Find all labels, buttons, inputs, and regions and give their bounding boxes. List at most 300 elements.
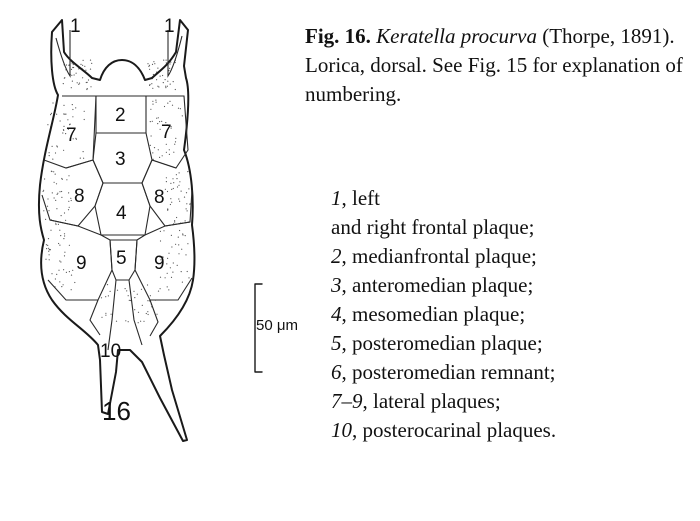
stipple-dot bbox=[172, 105, 173, 106]
stipple-dot bbox=[156, 118, 157, 119]
stipple-dot bbox=[65, 220, 66, 221]
stipple-shading bbox=[43, 60, 192, 324]
stipple-dot bbox=[164, 106, 165, 107]
stipple-dot bbox=[70, 198, 71, 199]
stipple-dot bbox=[160, 277, 161, 278]
stipple-dot bbox=[179, 181, 180, 182]
plaque-label-5: 5 bbox=[116, 248, 127, 269]
stipple-dot bbox=[182, 282, 183, 283]
stipple-dot bbox=[159, 157, 160, 158]
stipple-dot bbox=[153, 61, 154, 62]
stipple-dot bbox=[178, 237, 179, 238]
stipple-dot bbox=[56, 114, 57, 115]
stipple-dot bbox=[105, 296, 106, 297]
stipple-dot bbox=[47, 124, 48, 125]
stipple-dot bbox=[52, 192, 53, 193]
stipple-dot bbox=[50, 114, 51, 115]
plaque-label-9-left: 9 bbox=[76, 253, 87, 274]
stipple-dot bbox=[166, 60, 167, 61]
legend-number: 10 bbox=[331, 418, 352, 442]
plaque-label-1-left: 1 bbox=[70, 16, 81, 37]
stipple-dot bbox=[84, 111, 85, 112]
legend-item bbox=[331, 242, 691, 271]
stipple-dot bbox=[117, 290, 118, 291]
stipple-dot bbox=[173, 182, 174, 183]
stipple-dot bbox=[178, 198, 179, 199]
stipple-dot bbox=[44, 178, 45, 179]
stipple-dot bbox=[90, 60, 91, 61]
legend-text: , posteromedian plaque; bbox=[341, 331, 543, 355]
caption-text: (Thorpe, 1891). Lorica, dorsal. See Fig. 15 for explanation of numbering. bbox=[305, 24, 683, 106]
stipple-dot bbox=[68, 209, 69, 210]
stipple-dot bbox=[168, 289, 169, 290]
stipple-dot bbox=[169, 63, 170, 64]
legend-text: , posteromedian remnant; bbox=[341, 360, 556, 384]
stipple-dot bbox=[171, 202, 172, 203]
stipple-dot bbox=[182, 115, 183, 116]
stipple-dot bbox=[166, 181, 167, 182]
stipple-dot bbox=[166, 177, 167, 178]
stipple-dot bbox=[64, 78, 65, 79]
stipple-dot bbox=[179, 172, 180, 173]
stipple-dot bbox=[172, 178, 173, 179]
stipple-dot bbox=[147, 63, 148, 64]
stipple-dot bbox=[147, 311, 148, 312]
stipple-dot bbox=[170, 204, 171, 205]
stipple-dot bbox=[169, 154, 170, 155]
stipple-dot bbox=[171, 189, 172, 190]
stipple-dot bbox=[53, 171, 54, 172]
plaque-label-7-left: 7 bbox=[66, 125, 77, 146]
stipple-dot bbox=[71, 289, 72, 290]
stipple-dot bbox=[157, 68, 158, 69]
stipple-dot bbox=[48, 210, 49, 211]
stipple-dot bbox=[125, 320, 126, 321]
stipple-dot bbox=[88, 79, 89, 80]
plaque-label-2: 2 bbox=[115, 105, 126, 126]
stipple-dot bbox=[58, 224, 59, 225]
stipple-dot bbox=[178, 253, 179, 254]
stipple-dot bbox=[167, 258, 168, 259]
stipple-dot bbox=[43, 190, 44, 191]
stipple-dot bbox=[151, 135, 152, 136]
stipple-dot bbox=[134, 297, 135, 298]
stipple-dot bbox=[138, 312, 139, 313]
stipple-dot bbox=[63, 284, 64, 285]
legend-text: , left bbox=[341, 186, 380, 210]
stipple-dot bbox=[149, 84, 150, 85]
stipple-dot bbox=[152, 152, 153, 153]
stipple-dot bbox=[59, 191, 60, 192]
stipple-dot bbox=[82, 77, 83, 78]
stipple-dot bbox=[174, 144, 175, 145]
stipple-dot bbox=[66, 179, 67, 180]
scale-label: 50 μm bbox=[256, 317, 298, 334]
stipple-dot bbox=[101, 297, 102, 298]
stipple-dot bbox=[61, 215, 62, 216]
stipple-dot bbox=[172, 272, 173, 273]
legend-number: 4 bbox=[331, 302, 342, 326]
stipple-dot bbox=[140, 321, 141, 322]
stipple-dot bbox=[179, 230, 180, 231]
stipple-dot bbox=[80, 158, 81, 159]
stipple-dot bbox=[156, 314, 157, 315]
stipple-dot bbox=[82, 65, 83, 66]
plaque-label-7-right: 7 bbox=[161, 122, 172, 143]
stipple-dot bbox=[155, 100, 156, 101]
stipple-dot bbox=[57, 193, 58, 194]
stipple-dot bbox=[167, 86, 168, 87]
stipple-dot bbox=[90, 69, 91, 70]
stipple-dot bbox=[150, 121, 151, 122]
stipple-dot bbox=[63, 238, 64, 239]
stipple-dot bbox=[168, 253, 169, 254]
stipple-dot bbox=[83, 151, 84, 152]
stipple-dot bbox=[178, 185, 179, 186]
stipple-dot bbox=[59, 230, 60, 231]
stipple-dot bbox=[187, 210, 188, 211]
stipple-dot bbox=[156, 102, 157, 103]
stipple-dot bbox=[176, 174, 177, 175]
stipple-dot bbox=[133, 291, 134, 292]
legend-number: 2 bbox=[331, 244, 342, 268]
stipple-dot bbox=[63, 269, 64, 270]
legend-number: 3 bbox=[331, 273, 342, 297]
stipple-dot bbox=[125, 288, 126, 289]
stipple-dot bbox=[171, 235, 172, 236]
stipple-dot bbox=[91, 63, 92, 64]
plaque-8-left bbox=[42, 160, 103, 226]
stipple-dot bbox=[58, 270, 59, 271]
legend-text: and right frontal plaque; bbox=[331, 215, 535, 239]
stipple-dot bbox=[48, 238, 49, 239]
lorica-outline bbox=[39, 20, 195, 441]
stipple-dot bbox=[54, 182, 55, 183]
stipple-dot bbox=[60, 261, 61, 262]
stipple-dot bbox=[55, 278, 56, 279]
stipple-dot bbox=[63, 105, 64, 106]
stipple-dot bbox=[83, 158, 84, 159]
stipple-dot bbox=[50, 230, 51, 231]
stipple-dot bbox=[150, 109, 151, 110]
stipple-dot bbox=[166, 144, 167, 145]
stipple-dot bbox=[166, 263, 167, 264]
stipple-dot bbox=[48, 248, 49, 249]
stipple-dot bbox=[64, 212, 65, 213]
stipple-dot bbox=[87, 88, 88, 89]
figure-number: 16 bbox=[102, 396, 131, 426]
stipple-dot bbox=[56, 145, 57, 146]
legend-item bbox=[331, 184, 691, 213]
stipple-dot bbox=[74, 74, 75, 75]
stipple-dot bbox=[163, 60, 164, 61]
stipple-dot bbox=[167, 286, 168, 287]
stipple-dot bbox=[177, 265, 178, 266]
stipple-dot bbox=[75, 107, 76, 108]
stipple-dot bbox=[63, 83, 64, 84]
stipple-dot bbox=[186, 203, 187, 204]
legend-item bbox=[331, 213, 691, 242]
stipple-dot bbox=[150, 295, 151, 296]
stipple-dot bbox=[187, 171, 188, 172]
stipple-dot bbox=[151, 83, 152, 84]
stipple-dot bbox=[128, 295, 129, 296]
stipple-dot bbox=[111, 314, 112, 315]
stipple-dot bbox=[68, 175, 69, 176]
stipple-dot bbox=[69, 245, 70, 246]
stipple-dot bbox=[169, 149, 170, 150]
stipple-dot bbox=[105, 313, 106, 314]
posterior-carina bbox=[108, 280, 142, 350]
stipple-dot bbox=[64, 255, 65, 256]
stipple-dot bbox=[154, 147, 155, 148]
stipple-dot bbox=[134, 309, 135, 310]
stipple-dot bbox=[79, 83, 80, 84]
stipple-dot bbox=[175, 141, 176, 142]
stipple-dot bbox=[55, 200, 56, 201]
stipple-dot bbox=[55, 152, 56, 153]
stipple-dot bbox=[182, 234, 183, 235]
stipple-dot bbox=[171, 277, 172, 278]
stipple-dot bbox=[173, 262, 174, 263]
stipple-dot bbox=[51, 273, 52, 274]
stipple-dot bbox=[137, 294, 138, 295]
stipple-dot bbox=[152, 121, 153, 122]
stipple-dot bbox=[49, 259, 50, 260]
legend-text: , mesomedian plaque; bbox=[341, 302, 526, 326]
plaque-label-4: 4 bbox=[116, 203, 127, 224]
stipple-dot bbox=[167, 81, 168, 82]
stipple-dot bbox=[72, 109, 73, 110]
stipple-dot bbox=[59, 245, 60, 246]
stipple-dot bbox=[72, 104, 73, 105]
stipple-dot bbox=[175, 89, 176, 90]
stipple-dot bbox=[177, 186, 178, 187]
stipple-dot bbox=[84, 66, 85, 67]
stipple-dot bbox=[149, 65, 150, 66]
stipple-dot bbox=[67, 119, 68, 120]
stipple-dot bbox=[61, 286, 62, 287]
stipple-dot bbox=[63, 129, 64, 130]
stipple-dot bbox=[173, 152, 174, 153]
stipple-dot bbox=[154, 63, 155, 64]
stipple-dot bbox=[142, 305, 143, 306]
stipple-dot bbox=[170, 267, 171, 268]
stipple-dot bbox=[47, 206, 48, 207]
stipple-dot bbox=[163, 82, 164, 83]
stipple-dot bbox=[85, 70, 86, 71]
stipple-dot bbox=[60, 120, 61, 121]
stipple-dot bbox=[165, 79, 166, 80]
caption-species: Keratella procurva bbox=[376, 24, 537, 48]
stipple-dot bbox=[63, 126, 64, 127]
stipple-dot bbox=[153, 74, 154, 75]
legend-item bbox=[331, 300, 691, 329]
stipple-dot bbox=[71, 69, 72, 70]
numbering-legend bbox=[331, 184, 691, 445]
stipple-dot bbox=[181, 249, 182, 250]
stipple-dot bbox=[179, 201, 180, 202]
stipple-dot bbox=[61, 197, 62, 198]
legend-text: , anteromedian plaque; bbox=[341, 273, 534, 297]
stipple-dot bbox=[162, 155, 163, 156]
legend-item bbox=[331, 271, 691, 300]
stipple-dot bbox=[158, 291, 159, 292]
stipple-dot bbox=[77, 82, 78, 83]
stipple-dot bbox=[147, 284, 148, 285]
legend-text: , lateral plaques; bbox=[362, 389, 501, 413]
stipple-dot bbox=[162, 75, 163, 76]
stipple-dot bbox=[80, 64, 81, 65]
stipple-dot bbox=[59, 281, 60, 282]
stipple-dot bbox=[160, 288, 161, 289]
stipple-dot bbox=[78, 84, 79, 85]
stipple-dot bbox=[148, 314, 149, 315]
stipple-dot bbox=[157, 86, 158, 87]
stipple-dot bbox=[54, 197, 55, 198]
legend-item bbox=[331, 329, 691, 358]
stipple-dot bbox=[49, 155, 50, 156]
stipple-dot bbox=[57, 194, 58, 195]
stipple-dot bbox=[173, 81, 174, 82]
stipple-dot bbox=[128, 321, 129, 322]
stipple-dot bbox=[90, 86, 91, 87]
plaque-label-8-left: 8 bbox=[74, 186, 85, 207]
stipple-dot bbox=[158, 117, 159, 118]
stipple-dot bbox=[110, 291, 111, 292]
stipple-dot bbox=[170, 84, 171, 85]
stipple-dot bbox=[55, 174, 56, 175]
stipple-dot bbox=[174, 221, 175, 222]
stipple-dot bbox=[116, 321, 117, 322]
stipple-dot bbox=[156, 79, 157, 80]
stipple-dot bbox=[55, 223, 56, 224]
stipple-dot bbox=[61, 191, 62, 192]
stipple-dot bbox=[188, 277, 189, 278]
legend-text: , medianfrontal plaque; bbox=[341, 244, 537, 268]
stipple-dot bbox=[129, 300, 130, 301]
stipple-dot bbox=[71, 75, 72, 76]
stipple-dot bbox=[66, 272, 67, 273]
stipple-dot bbox=[49, 254, 50, 255]
legend-text: , posterocarinal plaques. bbox=[352, 418, 557, 442]
stipple-dot bbox=[43, 191, 44, 192]
stipple-dot bbox=[52, 146, 53, 147]
stipple-dot bbox=[71, 200, 72, 201]
stipple-dot bbox=[186, 208, 187, 209]
stipple-dot bbox=[66, 64, 67, 65]
stipple-dot bbox=[73, 64, 74, 65]
stipple-dot bbox=[165, 87, 166, 88]
stipple-dot bbox=[175, 138, 176, 139]
stipple-dot bbox=[148, 66, 149, 67]
stipple-dot bbox=[181, 191, 182, 192]
stipple-dot bbox=[60, 235, 61, 236]
stipple-dot bbox=[152, 101, 153, 102]
stipple-dot bbox=[150, 145, 151, 146]
stipple-dot bbox=[56, 183, 57, 184]
stipple-dot bbox=[71, 275, 72, 276]
stipple-dot bbox=[105, 315, 106, 316]
stipple-dot bbox=[74, 282, 75, 283]
stipple-dot bbox=[166, 152, 167, 153]
stipple-dot bbox=[64, 235, 65, 236]
stipple-dot bbox=[173, 188, 174, 189]
stipple-dot bbox=[43, 210, 44, 211]
stipple-dot bbox=[52, 102, 53, 103]
stipple-dot bbox=[72, 116, 73, 117]
plaque-8-right bbox=[142, 160, 192, 226]
stipple-dot bbox=[185, 220, 186, 221]
stipple-dot bbox=[165, 277, 166, 278]
stipple-dot bbox=[126, 290, 127, 291]
stipple-dot bbox=[64, 252, 65, 253]
stipple-dot bbox=[58, 243, 59, 244]
stipple-dot bbox=[170, 198, 171, 199]
stipple-dot bbox=[59, 260, 60, 261]
legend-item bbox=[331, 416, 691, 445]
stipple-dot bbox=[163, 230, 164, 231]
stipple-dot bbox=[101, 317, 102, 318]
stipple-dot bbox=[72, 81, 73, 82]
stipple-dot bbox=[62, 132, 63, 133]
stipple-dot bbox=[167, 191, 168, 192]
legend-number: 5 bbox=[331, 331, 342, 355]
stipple-dot bbox=[147, 300, 148, 301]
stipple-dot bbox=[72, 270, 73, 271]
legend-number: 6 bbox=[331, 360, 342, 384]
legend-number: 7–9 bbox=[331, 389, 363, 413]
stipple-dot bbox=[169, 68, 170, 69]
stipple-dot bbox=[165, 86, 166, 87]
stipple-dot bbox=[160, 76, 161, 77]
stipple-dot bbox=[56, 274, 57, 275]
plaque-label-8-right: 8 bbox=[154, 187, 165, 208]
stipple-dot bbox=[141, 289, 142, 290]
legend-number: 1 bbox=[331, 186, 342, 210]
stipple-dot bbox=[149, 69, 150, 70]
stipple-dot bbox=[108, 295, 109, 296]
stipple-dot bbox=[185, 235, 186, 236]
stipple-dot bbox=[146, 313, 147, 314]
stipple-dot bbox=[181, 271, 182, 272]
stipple-dot bbox=[107, 284, 108, 285]
stipple-dot bbox=[152, 64, 153, 65]
stipple-dot bbox=[69, 207, 70, 208]
stipple-dot bbox=[138, 322, 139, 323]
stipple-dot bbox=[52, 159, 53, 160]
stipple-dot bbox=[174, 220, 175, 221]
legend-item bbox=[331, 358, 691, 387]
stipple-dot bbox=[51, 171, 52, 172]
stipple-dot bbox=[152, 104, 153, 105]
stipple-dot bbox=[167, 273, 168, 274]
caption-fig-label: Fig. 16. bbox=[305, 24, 371, 48]
stipple-dot bbox=[72, 67, 73, 68]
plaque-label-3: 3 bbox=[115, 149, 126, 170]
stipple-dot bbox=[45, 219, 46, 220]
stipple-dot bbox=[167, 208, 168, 209]
stipple-dot bbox=[186, 192, 187, 193]
stipple-dot bbox=[180, 108, 181, 109]
plaque-label-9-right: 9 bbox=[154, 253, 165, 274]
stipple-dot bbox=[171, 246, 172, 247]
stipple-dot bbox=[176, 217, 177, 218]
stipple-dot bbox=[157, 123, 158, 124]
stipple-dot bbox=[51, 113, 52, 114]
stipple-dot bbox=[64, 114, 65, 115]
stipple-dot bbox=[46, 248, 47, 249]
